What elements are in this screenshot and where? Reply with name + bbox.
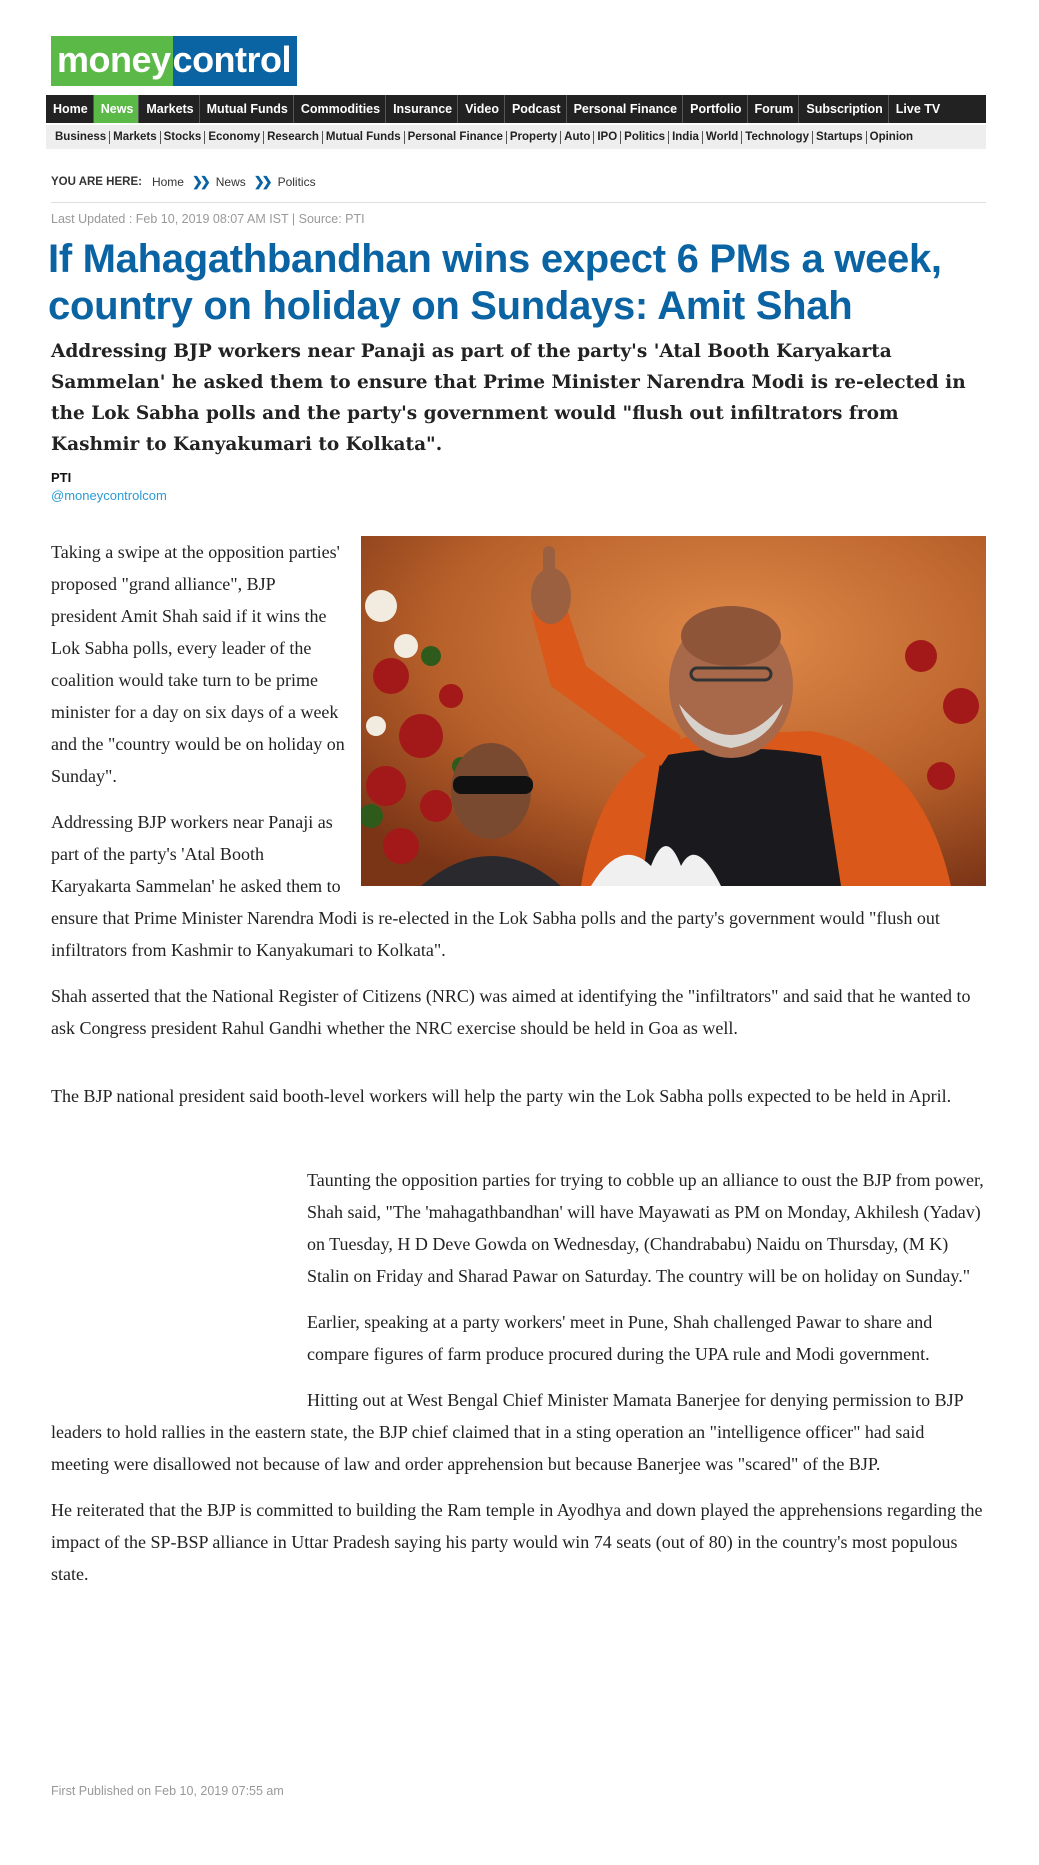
article-title: If Mahagathbandhan wins expect 6 PMs a week, country on holiday on Sundays: Amit Shah bbox=[48, 237, 942, 328]
subnav-stocks[interactable]: Stocks bbox=[161, 131, 206, 144]
nav-markets[interactable]: Markets bbox=[139, 95, 199, 123]
article-paragraph: Addressing BJP workers near Panaji as part of the party's 'Atal Booth Karyakarta Sammelan' he asked them to ensure that Prime Minister Narendra Modi is re-elected in the Lok Sabha polls and the party's government would "flush out infiltrators from Kashmir to Kanyakumari to Kolkata". bbox=[51, 812, 940, 960]
author-handle[interactable]: @moneycontrolcom bbox=[51, 488, 167, 503]
nav-forum[interactable]: Forum bbox=[748, 95, 800, 123]
subnav-opinion[interactable]: Opinion bbox=[869, 130, 914, 143]
moneycontrol-logo[interactable] bbox=[51, 36, 297, 86]
article-paragraph: Taunting the opposition parties for trying to cobble up an alliance to oust the BJP from power, Shah said, "The 'mahagathbandhan' will have Mayawati as PM on Monday, Akhilesh (Yadav) on Tuesday, H D Deve Gowda on Wednesday, (Chandrababu) Naidu on Thursday, (M K) Stalin on Friday and Sharad Pawar on Saturday. The country will be on holiday on Sunday." bbox=[307, 1170, 984, 1286]
nav-insurance[interactable]: Insurance bbox=[386, 95, 458, 123]
article-paragraph: Shah asserted that the National Register of Citizens (NRC) was aimed at identifying the "infiltrators" and said that he wanted to ask Congress president Rahul Gandhi whether the NRC exercise should be held in Goa as well. bbox=[51, 986, 971, 1038]
breadcrumb-label: YOU ARE HERE: bbox=[51, 176, 142, 188]
article-author: PTI bbox=[51, 470, 72, 485]
subnav-politics[interactable]: Politics bbox=[621, 131, 669, 144]
breadcrumb-politics[interactable]: Politics bbox=[277, 175, 316, 189]
article-paragraph: He reiterated that the BJP is committed to building the Ram temple in Ayodhya and down played the apprehensions regarding the impact of the SP-BSP alliance in Uttar Pradesh saying his party would win 74 seats (out of 80) in the country's most populous state. bbox=[51, 1500, 983, 1584]
subnav-auto[interactable]: Auto bbox=[561, 131, 594, 144]
article-photo bbox=[361, 536, 986, 886]
subnav-business[interactable]: Business bbox=[52, 131, 110, 144]
article-paragraph: Taking a swipe at the opposition parties' proposed "grand alliance", BJP president Amit Shah said if it wins the Lok Sabha polls, every leader of the coalition would take turn to be prime minister for a day on six days of a week and the "country would be on holiday on Sunday". bbox=[51, 542, 345, 786]
last-updated: Last Updated : Feb 10, 2019 08:07 AM IST | Source: PTI bbox=[51, 212, 365, 226]
article-paragraph: The BJP national president said booth-level workers will help the party win the Lok Sabha polls expected to be held in April. bbox=[51, 1086, 952, 1106]
nav-personal-finance[interactable]: Personal Finance bbox=[567, 95, 684, 123]
chevron-right-icon: ❯❯ bbox=[191, 174, 208, 189]
subnav-startups[interactable]: Startups bbox=[813, 131, 867, 144]
nav-subscription[interactable]: Subscription bbox=[799, 95, 888, 123]
subnav-technology[interactable]: Technology bbox=[742, 131, 813, 144]
first-published: First Published on Feb 10, 2019 07:55 am bbox=[51, 1784, 284, 1798]
main-nav bbox=[46, 95, 986, 123]
breadcrumb-home[interactable]: Home bbox=[151, 175, 184, 189]
chevron-right-icon: ❯❯ bbox=[253, 174, 270, 189]
nav-portfolio[interactable]: Portfolio bbox=[683, 95, 747, 123]
subnav-property[interactable]: Property bbox=[507, 131, 561, 144]
nav-news[interactable]: News bbox=[94, 95, 140, 123]
nav-commodities[interactable]: Commodities bbox=[294, 95, 386, 123]
logo-part-money: money bbox=[51, 36, 173, 86]
article-paragraph: Hitting out at West Bengal Chief Minister Mamata Banerjee for denying permission to BJP leaders to hold rallies in the eastern state, the BJP chief claimed that in a sting operation an "intelligence officer" had said meeting were disallowed not because of law and order apprehension but because Banerjee was "scared" of the BJP. bbox=[51, 1390, 963, 1474]
subnav-ipo[interactable]: IPO bbox=[594, 131, 621, 144]
nav-mutual-funds[interactable]: Mutual Funds bbox=[200, 95, 294, 123]
nav-video[interactable]: Video bbox=[458, 95, 505, 123]
nav-home[interactable]: Home bbox=[46, 95, 94, 123]
article-paragraph: Earlier, speaking at a party workers' meet in Pune, Shah challenged Pawar to share and compare figures of farm produce procured during the UPA rule and Modi government. bbox=[307, 1312, 933, 1364]
nav-live-tv[interactable]: Live TV bbox=[895, 102, 941, 116]
breadcrumb bbox=[51, 174, 316, 190]
nav-podcast[interactable]: Podcast bbox=[505, 95, 567, 123]
subnav-world[interactable]: World bbox=[703, 131, 742, 144]
breadcrumb-news[interactable]: News bbox=[215, 175, 246, 189]
article-body bbox=[51, 536, 986, 1604]
sub-nav bbox=[46, 125, 986, 149]
article-summary: Addressing BJP workers near Panaji as part of the party's 'Atal Booth Karyakarta Sammelan' he asked them to ensure that Prime Minister Narendra Modi is re-elected in the Lok Sabha polls and the party's government would "flush out infiltrators from Kashmir to Kanyakumari to Kolkata". bbox=[51, 341, 966, 455]
subnav-india[interactable]: India bbox=[669, 131, 703, 144]
subnav-economy[interactable]: Economy bbox=[205, 131, 264, 144]
divider bbox=[51, 202, 986, 203]
photo-illustration bbox=[361, 536, 986, 886]
subnav-mutual-funds[interactable]: Mutual Funds bbox=[323, 131, 405, 144]
logo-part-control: control bbox=[173, 36, 298, 86]
subnav-markets[interactable]: Markets bbox=[110, 131, 160, 144]
subnav-personal-finance[interactable]: Personal Finance bbox=[405, 131, 507, 144]
subnav-research[interactable]: Research bbox=[264, 131, 323, 144]
